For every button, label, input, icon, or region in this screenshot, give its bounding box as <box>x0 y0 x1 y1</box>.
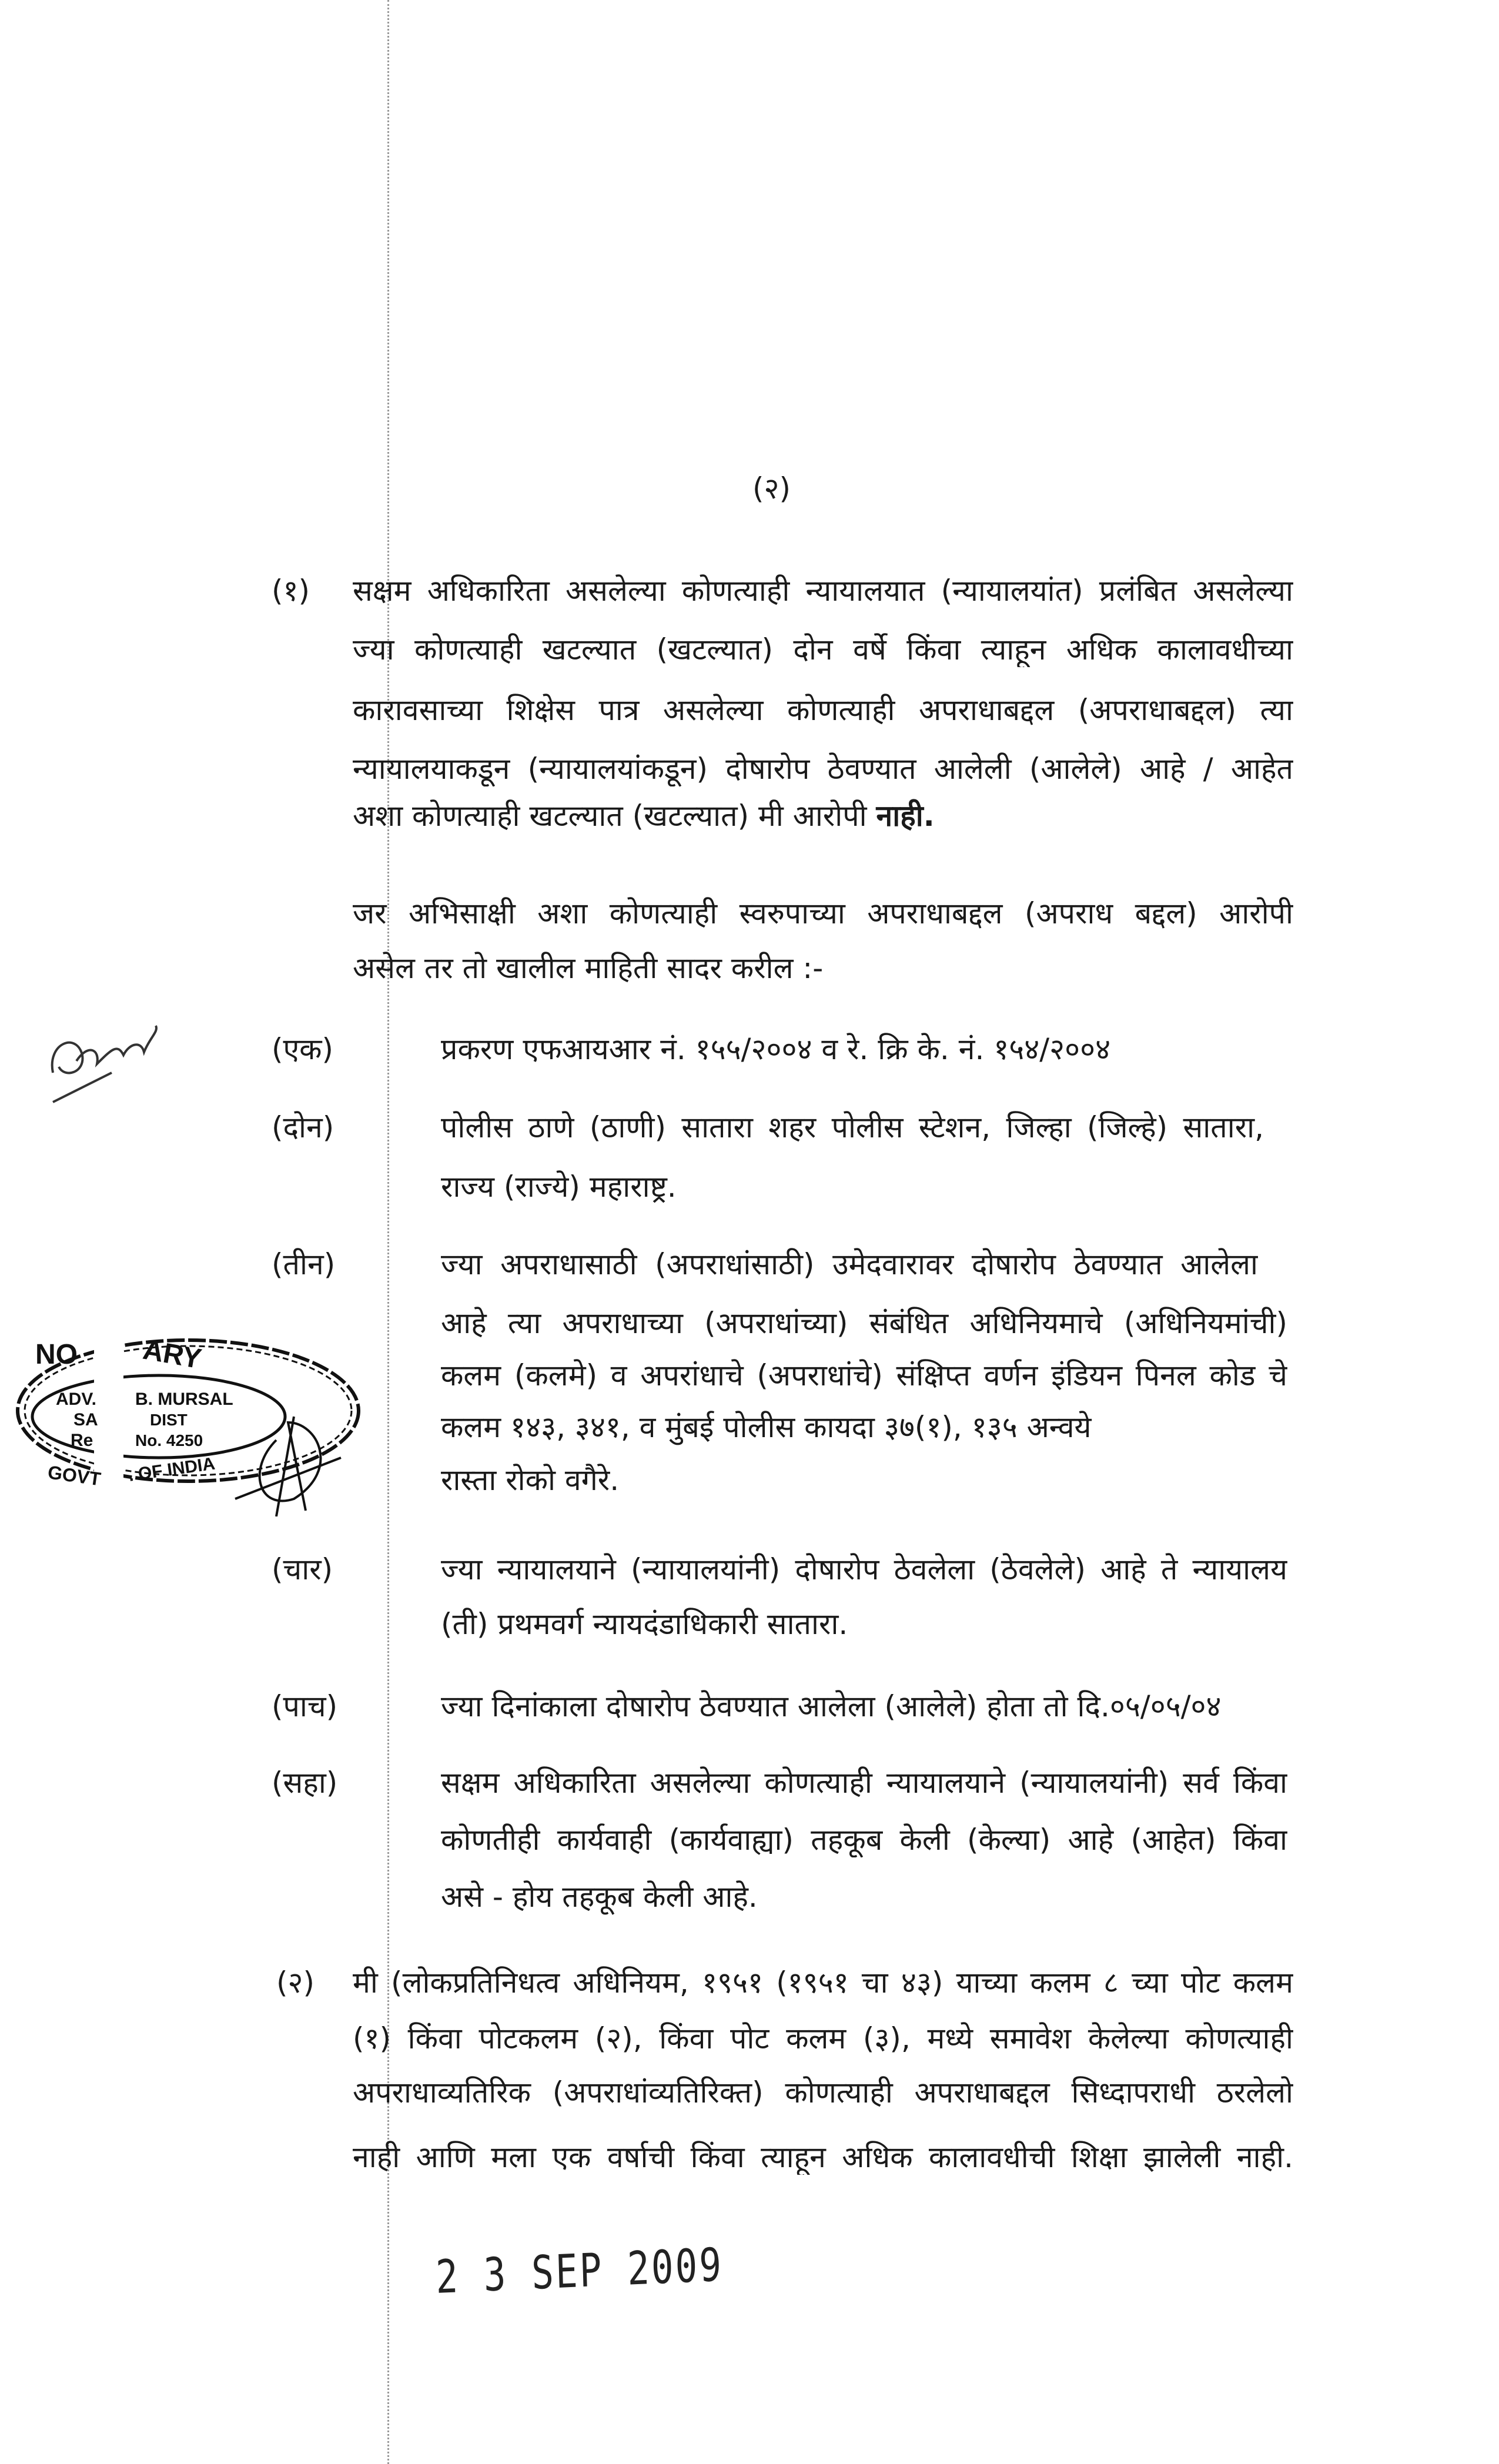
section-2-line: नाही आणि मला एक वर्षाची किंवा त्याहून अधिक कालावधीची शिक्षा झालेली नाही. <box>353 2140 1293 2174</box>
section-1-emphasis: नाही. <box>876 799 935 833</box>
section-1-label: (१) <box>272 574 310 608</box>
item-line: ज्या न्यायालयाने (न्यायालयांनी) दोषारोप ठेवलेला (ठेवलेले) आहे ते न्यायालय <box>441 1552 1287 1586</box>
item-line: रास्ता रोको वगैरे. <box>441 1463 620 1497</box>
section-1-line: कारावसाच्या शिक्षेस पात्र असलेल्या कोणत्याही अपराधाबद्दल (अपराधाबद्दल) त्या <box>353 693 1293 727</box>
item-line: कलम १४३, ३४१, व मुंबई पोलीस कायदा ३७(१), १३५ अन्वये <box>441 1410 1092 1444</box>
stamp-text: Re <box>71 1431 93 1450</box>
stamp-text: DIST <box>150 1411 188 1429</box>
section-1-line: न्यायालयाकडून (न्यायालयांकडून) दोषारोप ठेवण्यात आलेली (आलेले) आहे / आहेत <box>353 752 1293 786</box>
item-label: (सहा) <box>272 1766 338 1800</box>
item-line: प्रकरण एफआयआर नं. १५५/२००४ व रे. क्रि के. नं. १५४/२००४ <box>441 1032 1111 1066</box>
stamp-text: B. MURSAL <box>135 1390 233 1409</box>
section-1-para-line: असेल तर तो खालील माहिती सादर करील :- <box>353 951 824 985</box>
section-1-line: ज्या कोणत्याही खटल्यात (खटल्यात) दोन वर्षे किंवा त्याहून अधिक कालावधीच्या <box>353 632 1293 667</box>
section-2-label: (२) <box>276 1966 315 2000</box>
item-label: (चार) <box>272 1552 333 1586</box>
item-line: राज्य (राज्ये) महाराष्ट्र. <box>441 1170 677 1204</box>
date-stamp: 2 3 SEP 2009 <box>435 2238 724 2304</box>
item-label: (पाच) <box>272 1689 338 1723</box>
stamp-text: ADV. <box>56 1390 96 1409</box>
section-2-line: (१) किंवा पोटकलम (२), किंवा पोट कलम (३), मध्ये समावेश केलेल्या कोणत्याही <box>353 2021 1293 2055</box>
item-label: (तीन) <box>272 1247 336 1281</box>
item-line: ज्या दिनांकाला दोषारोप ठेवण्यात आलेला (आलेले) होता तो दि.०५/०५/०४ <box>441 1689 1222 1723</box>
stamp-text: NO <box>35 1339 78 1370</box>
item-line: पोलीस ठाणे (ठाणी) सातारा शहर पोलीस स्टेशन, जिल्हा (जिल्हे) सातारा, <box>441 1110 1264 1144</box>
section-1-line <box>353 798 935 833</box>
stamp-text: GOVT <box>46 1461 102 1490</box>
stamp-text: SA <box>73 1410 98 1429</box>
stamp-text: No. 4250 <box>135 1431 203 1449</box>
item-line: कोणतीही कार्यवाही (कार्यवाह्या) तहकूब केली (केल्या) आहे (आहेत) किंवा <box>441 1823 1287 1857</box>
item-line: असे - होय तहकूब केली आहे. <box>441 1880 758 1914</box>
page-number: (२) <box>752 471 791 505</box>
item-line: ज्या अपराधासाठी (अपराधांसाठी) उमेदवारावर दोषारोप ठेवण्यात आलेला <box>441 1247 1258 1281</box>
section-1-text: अशा कोणत्याही खटल्यात (खटल्यात) मी आरोपी <box>353 799 867 833</box>
notary-stamp <box>12 1323 388 1516</box>
stamp-text: ARY <box>140 1334 204 1375</box>
item-line: आहे त्या अपराधाच्या (अपराधांच्या) संबंधित अधिनियमाचे (अधिनियमांची) <box>441 1306 1287 1340</box>
item-line: सक्षम अधिकारिता असलेल्या कोणत्याही न्यायालयाने (न्यायालयांनी) सर्व किंवा <box>441 1766 1287 1800</box>
section-1-para-line: जर अभिसाक्षी अशा कोणत्याही स्वरुपाच्या अपराधाबद्दल (अपराध बद्दल) आरोपी <box>353 896 1293 930</box>
section-2-line: अपराधाव्यतिरिक (अपराधांव्यतिरिक्त) कोणत्याही अपराधाबद्दल सिध्दापराधी ठरलेलो <box>353 2075 1293 2110</box>
item-line: कलम (कलमे) व अपरांधाचे (अपराधांचे) संक्षिप्त वर्णन इंडियन पिनल कोड चे <box>441 1358 1287 1392</box>
section-1-line: सक्षम अधिकारिता असलेल्या कोणत्याही न्यायालयात (न्यायालयांत) प्रलंबित असलेल्या <box>353 574 1293 608</box>
stamp-text: . OF INDIA <box>127 1454 216 1485</box>
section-2-line: मी (लोकप्रतिनिधत्व अधिनियम, १९५१ (१९५१ चा ४३) याच्या कलम ८ च्या पोट कलम <box>353 1966 1293 2000</box>
item-label: (एक) <box>272 1032 334 1066</box>
item-line: (ती) प्रथमवर्ग न्यायदंडाधिकारी सातारा. <box>441 1607 848 1641</box>
item-label: (दोन) <box>272 1110 334 1144</box>
signature-initials <box>41 1008 165 1114</box>
